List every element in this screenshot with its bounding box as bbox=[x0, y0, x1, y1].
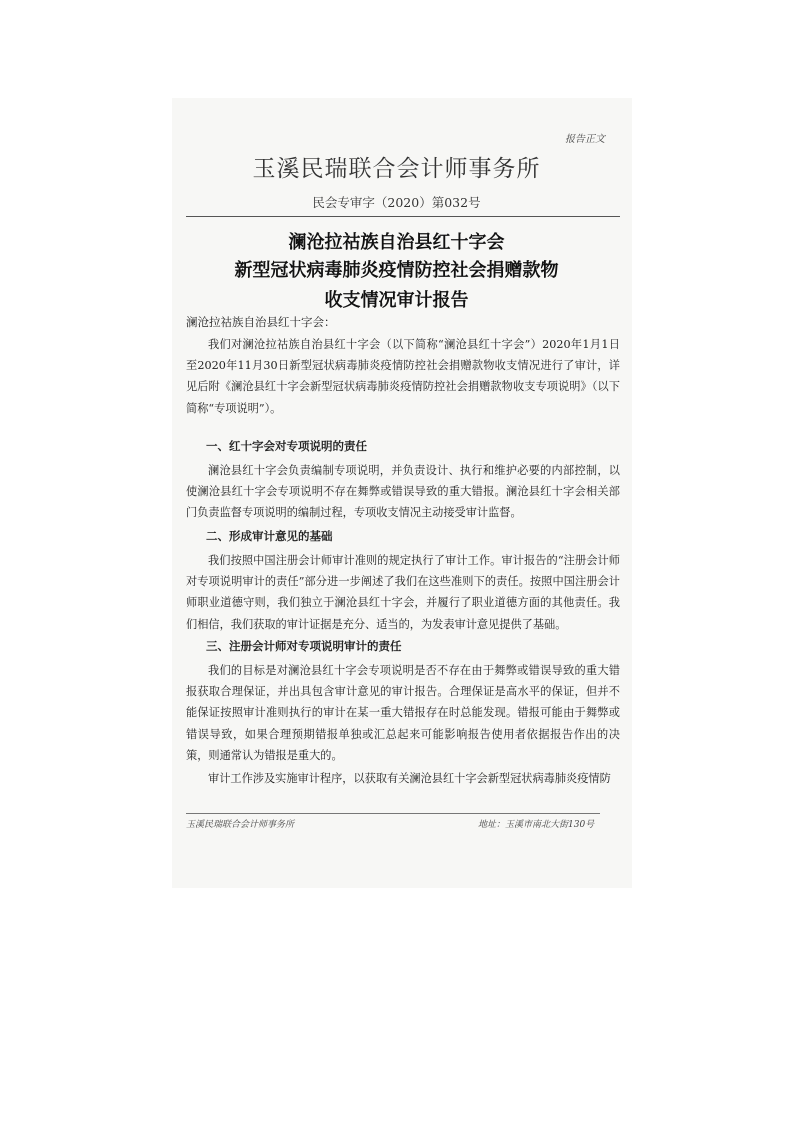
firm-name: 玉溪民瑞联合会计师事务所 bbox=[252, 156, 541, 182]
document-number: 民会专审字（2020）第032号 bbox=[312, 195, 481, 210]
paragraph-responsibility: 澜沧县红十字会负责编制专项说明，并负责设计、执行和维护必要的内部控制，以使澜沧县红十字会专项说明不存在舞弊或错误导致的重大错报。澜沧县红十字会相关部门负责监督专项说明的编制过程，专项收支情况主动接受审计监督。 bbox=[186, 464, 620, 520]
report-title-line-1: 澜沧拉祜族自治县红十字会 bbox=[288, 232, 505, 253]
paragraph-intro: 我们对澜沧拉祜族自治县红十字会（以下简称“澜沧县红十字会”）2020年1月1日至2020年11月30日新型冠状病毒肺炎疫情防控社会捐赠款物收支情况进行了审计，详见后附《澜沧县红十字会新型冠状病毒肺炎疫情防控社会捐赠款物收支专项说明》（以下简称“专项说明”）。 bbox=[186, 338, 620, 415]
paragraph-auditor-responsibility: 我们的目标是对澜沧县红十字会专项说明是否不存在由于舞弊或错误导致的重大错报获取合理保证，并出具包含审计意见的审计报告。合理保证是高水平的保证，但并不能保证按照审计准则执行的审计在某一重大错报存在时总能发现。错报可能由于舞弊或错误导致，如果合理预期错报单独或汇总起来可能影响报告使用者依据报告作出的决策，则通常认为错报是重大的。 bbox=[186, 664, 620, 762]
footer-address: 地址：玉溪市南北大街130号 bbox=[478, 820, 595, 830]
paragraph-procedures: 审计工作涉及实施审计程序，以获取有关澜沧县红十字会新型冠状病毒肺炎疫情防 bbox=[208, 772, 611, 785]
footer-firm-name: 玉溪民瑞联合会计师事务所 bbox=[186, 820, 295, 830]
section-heading-3: 三、注册会计师对专项说明审计的责任 bbox=[206, 639, 402, 653]
corner-tag: 报告正文 bbox=[565, 134, 605, 145]
footer-divider bbox=[186, 813, 600, 814]
section-heading-2: 二、形成审计意见的基础 bbox=[206, 529, 333, 543]
header-divider bbox=[186, 216, 620, 217]
section-heading-1: 一、红十字会对专项说明的责任 bbox=[206, 439, 367, 453]
paragraph-basis: 我们按照中国注册会计师审计准则的规定执行了审计工作。审计报告的“注册会计师对专项说明审计的责任”部分进一步阐述了我们在这些准则下的责任。按照中国注册会计师职业道德守则，我们独立于澜沧县红十字会，并履行了职业道德方面的其他责任。我们相信，我们获取的审计证据是充分、适当的，为发表审计意见提供了基础。 bbox=[186, 554, 620, 631]
report-title-line-2: 新型冠状病毒肺炎疫情防控社会捐赠款物 bbox=[234, 260, 559, 281]
report-title-line-3: 收支情况审计报告 bbox=[324, 290, 469, 311]
salutation: 澜沧拉祜族自治县红十字会： bbox=[186, 315, 336, 329]
